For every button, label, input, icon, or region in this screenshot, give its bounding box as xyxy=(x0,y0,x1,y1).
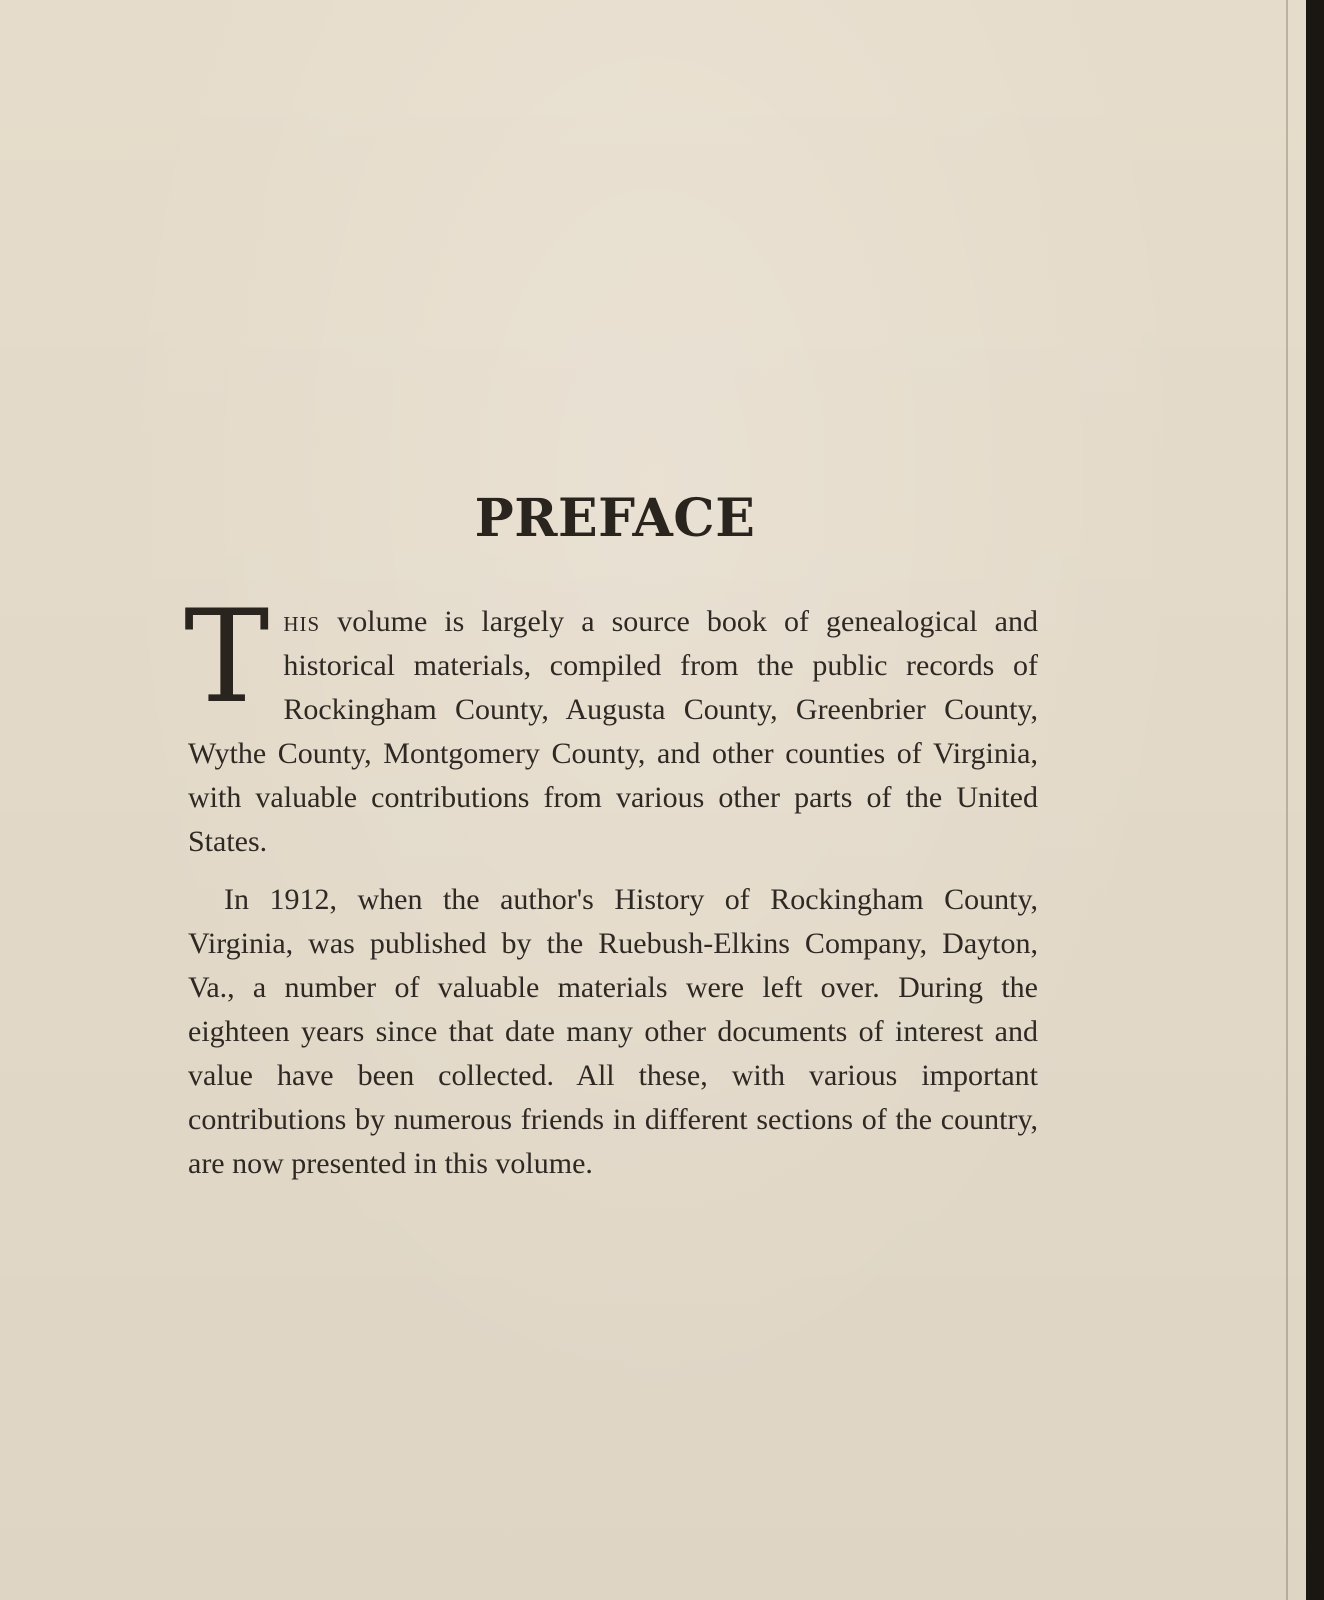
page-edge-shadow xyxy=(1286,0,1288,1600)
paragraph-1 xyxy=(184,583,1038,864)
drop-cap: T xyxy=(184,583,270,732)
paragraph-1-text: volume is largely a source book of genealogical and historical materials, compiled from the public records of Rockingham County, Augusta County, Greenbrier County, Wythe County, Montgomery County, and other counties of Virginia, with valuable contributions from various other parts of the United States. xyxy=(188,605,1038,858)
page-title: PREFACE xyxy=(474,488,756,549)
lead-in-small-caps: his xyxy=(283,605,321,638)
preface-body xyxy=(184,583,1038,1186)
paragraph-2: In 1912, when the author's History of Rockingham County, Virginia, was published by the Ruebush-Elkins Company, Dayton, Va., a number of valuable materials were left over. During the eighteen years since that date many other documents of interest and value have been collected. All these, with various important contributions by numerous friends in different sections of the country, are now presented in this volume. xyxy=(188,883,1038,1180)
